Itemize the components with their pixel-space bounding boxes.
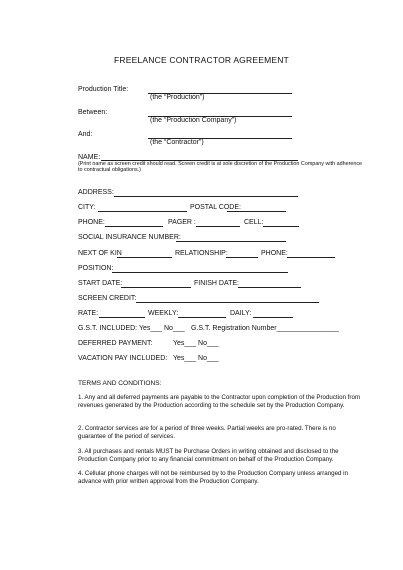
terms-item-2: 2. Contractor services are for a period of three weeks. Partial weeks are pro-rated. There is no guarantee of the period of services.	[78, 425, 336, 440]
postal-code-label: POSTAL CODE:	[190, 204, 241, 211]
pager-line[interactable]	[196, 226, 240, 227]
phone-label: PHONE:	[78, 219, 105, 226]
deferred-payment-options[interactable]: Yes___ No___	[173, 340, 219, 347]
terms-item-4: 4. Cellular phone charges will not be reimbursed by to the Production Company unless arranged in advance with prior written approval from the Production Company.	[78, 470, 348, 485]
pager-label: PAGER :	[168, 219, 196, 226]
and-label: And:	[78, 131, 93, 138]
rate-line[interactable]	[99, 317, 145, 318]
cell-line[interactable]	[263, 226, 299, 227]
finish-date-label: FINISH DATE:	[194, 280, 239, 287]
start-date-label: START DATE:	[78, 280, 123, 287]
address-label: ADDRESS:	[78, 189, 114, 196]
daily-line[interactable]	[253, 317, 293, 318]
city-line[interactable]	[98, 211, 187, 212]
screen-credit-line[interactable]	[136, 302, 319, 303]
postal-code-line[interactable]	[227, 211, 286, 212]
terms-item-3: 3. All purchases and rentals MUST be Purchase Orders in writing obtained and disclosed to the Production Company prior to any financial commitment on behalf of the Production Company.	[78, 448, 339, 463]
relationship-line[interactable]	[226, 257, 258, 258]
next-of-kin-line[interactable]	[117, 257, 172, 258]
sin-line[interactable]	[176, 241, 286, 242]
between-label: Between:	[78, 109, 108, 116]
name-note: (Print name as screen credit should read. Screen credit is at sole discretion of the Production Company with adherence to contractual obligations.)	[78, 161, 363, 174]
relationship-label: RELATIONSHIP:	[175, 250, 228, 257]
vacation-pay-label: VACATION PAY INCLUDED:	[78, 355, 168, 362]
city-label: CITY:	[78, 204, 96, 211]
terms-heading: TERMS AND CONDITIONS:	[78, 380, 162, 387]
cell-label: CELL:	[244, 219, 264, 226]
daily-label: DAILY:	[230, 310, 252, 317]
sin-label: SOCIAL INSURANCE NUMBER:	[78, 234, 181, 241]
name-label: NAME:	[78, 154, 101, 161]
finish-date-line[interactable]	[238, 287, 301, 288]
document-title: FREELANCE CONTRACTOR AGREEMENT	[114, 55, 289, 65]
phone-line[interactable]	[105, 226, 163, 227]
weekly-line[interactable]	[178, 317, 226, 318]
terms-item-1: 1. Any and all deferred payments are payable to the Contractor upon completion of the Production from revenues generated by the Production according to the schedule set by the Production Company.	[78, 394, 361, 409]
production-title-label: Production Title:	[78, 86, 129, 93]
position-label: POSITION:	[78, 265, 114, 272]
phone2-label: PHONE:	[261, 250, 288, 257]
weekly-label: WEEKLY:	[148, 310, 179, 317]
contractor-caption: (the “Contractor”)	[150, 139, 204, 146]
address-line[interactable]	[114, 196, 298, 197]
position-line[interactable]	[112, 272, 288, 273]
gst-registration-field[interactable]: G.S.T. Registration Number________________	[191, 325, 339, 332]
vacation-pay-options[interactable]: Yes___ No___	[173, 355, 219, 362]
deferred-payment-label: DEFERRED PAYMENT:	[78, 340, 153, 347]
next-of-kin-label: NEXT OF KIN	[78, 250, 122, 257]
production-company-caption: (the “Production Company”)	[150, 117, 237, 124]
screen-credit-label: SCREEN CREDIT:	[78, 295, 137, 302]
production-caption: (the “Production”)	[150, 94, 205, 101]
gst-included-field[interactable]: G.S.T. INCLUDED: Yes___ No___	[78, 325, 185, 332]
phone2-line[interactable]	[287, 257, 335, 258]
rate-label: RATE:	[78, 310, 99, 317]
start-date-line[interactable]	[121, 287, 191, 288]
